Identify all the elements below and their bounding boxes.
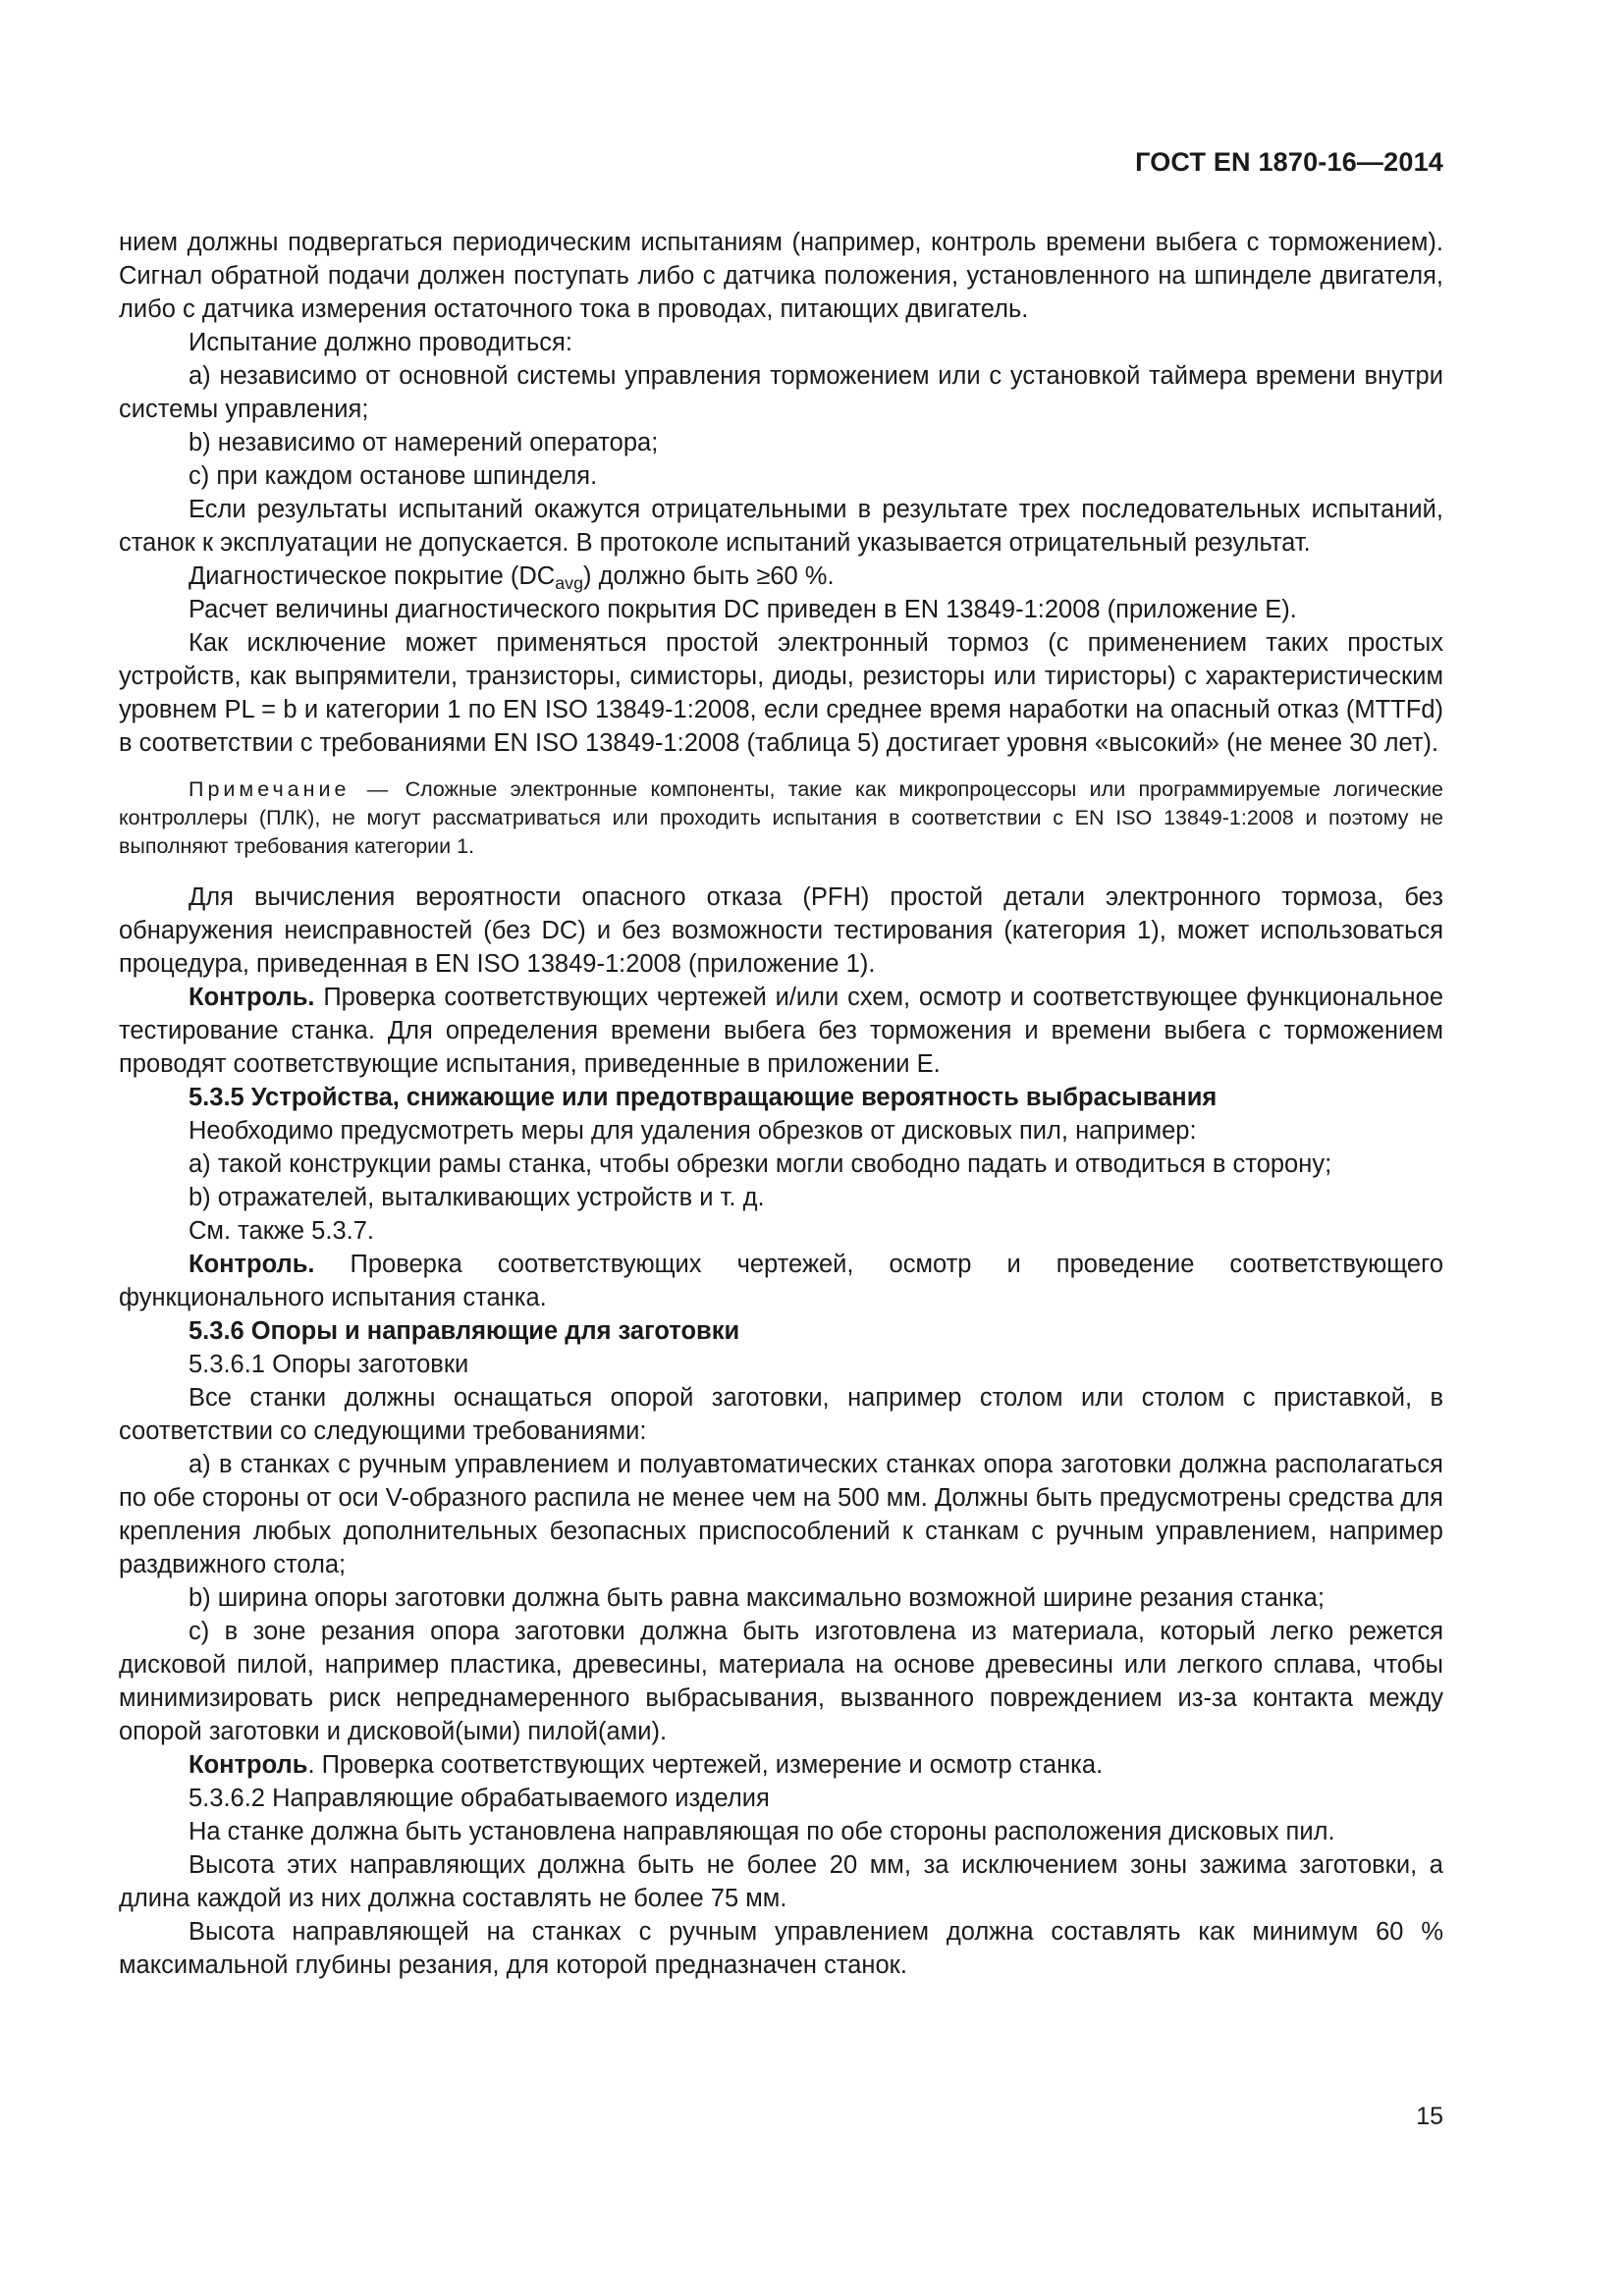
control-text: Проверка соответствующих чертежей и/или схем, осмотр и соответствующее функциональное тестирование станка. Для определения времени выбега без торможения и времени выбега с торможением проводят соответствующие испытания, приведенные в приложении E. — [119, 984, 1443, 1078]
control-paragraph — [119, 1248, 1443, 1314]
control-text: . Проверка соответствующих чертежей, измерение и осмотр станка. — [307, 1751, 1104, 1779]
subscript: avg — [555, 573, 583, 593]
text-run: Диагностическое покрытие (DC — [189, 562, 556, 590]
control-paragraph — [119, 1748, 1443, 1782]
list-item: a) независимо от основной системы управления торможением или с установкой таймера времени внутри системы управления; — [119, 362, 1443, 423]
list-item: a) такой конструкции рамы станка, чтобы обрезки могли свободно падать и отводиться в сторону; — [189, 1150, 1332, 1178]
section-heading-5-3-5: 5.3.5 Устройства, снижающие или предотвращающие вероятность выбрасывания — [189, 1084, 1218, 1111]
list-item: b) ширина опоры заготовки должна быть равна максимально возможной ширине резания станка; — [189, 1584, 1325, 1612]
list-item: b) отражателей, выталкивающих устройств и т. д. — [189, 1184, 765, 1211]
cross-reference: См. также 5.3.7. — [189, 1217, 374, 1245]
note — [119, 775, 1443, 861]
text-run: ) должно быть ≥60 %. — [583, 562, 835, 590]
paragraph: Расчет величины диагностического покрытия DC приведен в EN 13849-1:2008 (приложение E). — [189, 596, 1297, 623]
paragraph: нием должны подвергаться периодическим испытаниям (например, контроль времени выбега с торможением). Сигнал обратной подачи должен поступать либо с датчика положения, установленного на шпинделе двигателя, либо с датчика измерения остаточного тока в проводах, питающих двигатель. — [119, 229, 1443, 323]
control-label: Контроль. — [189, 1251, 315, 1278]
note-text: Сложные электронные компоненты, такие как микропроцессоры или программируемые логические контроллеры (ПЛК), не могут рассматриваться или проходить испытания в соответствии с EN ISO 13849-1:2008 и поэтому не выполняют требования категории 1. — [119, 777, 1443, 858]
document-body — [119, 226, 1443, 1982]
list-item: c) при каждом останове шпинделя. — [189, 462, 598, 490]
note-label: Примечание — — [189, 777, 393, 801]
list-item: b) независимо от намерений оператора; — [189, 429, 659, 456]
paragraph: Все станки должны оснащаться опорой заготовки, например столом или столом с приставкой, в соответствии со следующими требованиями: — [119, 1384, 1443, 1445]
control-text: Проверка соответствующих чертежей, осмотр и проведение соответствующего функционального испытания станка. — [119, 1251, 1443, 1311]
paragraph: Как исключение может применяться простой электронный тормоз (с применением таких простых устройств, как выпрямители, транзисторы, симисторы, диоды, резисторы или тиристоры) с характеристическим уровнем PL = b и категории 1 по EN ISO 13849-1:2008, если среднее время наработки на опасный отказ (MTTFd) в соответствии с требованиями EN ISO 13849-1:2008 (таблица 5) достигает уровня «высокий» (не менее 30 лет). — [119, 629, 1443, 757]
paragraph: Испытание должно проводиться: — [189, 329, 572, 356]
page-number: 15 — [1416, 2103, 1443, 2130]
control-label: Контроль — [189, 1751, 308, 1779]
paragraph: Если результаты испытаний окажутся отрицательными в результате трех последовательных испытаний, станок к эксплуатации не допускается. В протоколе испытаний указывается отрицательный результат. — [119, 496, 1443, 557]
paragraph: На станке должна быть установлена направляющая по обе стороны расположения дисковых пил. — [189, 1818, 1335, 1845]
subsection-heading-5-3-6-2: 5.3.6.2 Направляющие обрабатываемого изделия — [189, 1785, 770, 1812]
document-header: ГОСТ EN 1870-16—2014 — [1135, 147, 1443, 177]
paragraph-diagnostic-coverage — [119, 560, 1443, 593]
control-paragraph — [119, 981, 1443, 1081]
subsection-heading-5-3-6-1: 5.3.6.1 Опоры заготовки — [189, 1351, 469, 1378]
paragraph: Для вычисления вероятности опасного отказа (PFH) простой детали электронного тормоза, без обнаружения неисправностей (без DC) и без возможности тестирования (категория 1), может использоваться процедура, приведенная в EN ISO 13849-1:2008 (приложение 1). — [119, 883, 1443, 978]
paragraph: Высота направляющей на станках с ручным управлением должна составлять как минимум 60 % максимальной глубины резания, для которой предназначен станок. — [119, 1918, 1443, 1979]
list-item: c) в зоне резания опора заготовки должна быть изготовлена из материала, который легко режется дисковой пилой, например пластика, древесины, материала на основе древесины или легкого сплава, чтобы минимизировать риск непреднамеренного выбрасывания, вызванного повреждением из-за контакта между опорой заготовки и дисковой(ыми) пилой(ами). — [119, 1618, 1443, 1745]
paragraph: Необходимо предусмотреть меры для удаления обрезков от дисковых пил, например: — [189, 1117, 1197, 1145]
paragraph: Высота этих направляющих должна быть не более 20 мм, за исключением зоны зажима заготовки, а длина каждой из них должна составлять не более 75 мм. — [119, 1851, 1443, 1912]
control-label: Контроль. — [189, 984, 315, 1011]
section-heading-5-3-6: 5.3.6 Опоры и направляющие для заготовки — [189, 1317, 740, 1345]
list-item: a) в станках с ручным управлением и полуавтоматических станках опора заготовки должна располагаться по обе стороны от оси V-образного распила не менее чем на 500 мм. Должны быть предусмотрены средства для крепления любых дополнительных безопасных приспособлений к станкам с ручным управлением, например раздвижного стола; — [119, 1451, 1443, 1578]
